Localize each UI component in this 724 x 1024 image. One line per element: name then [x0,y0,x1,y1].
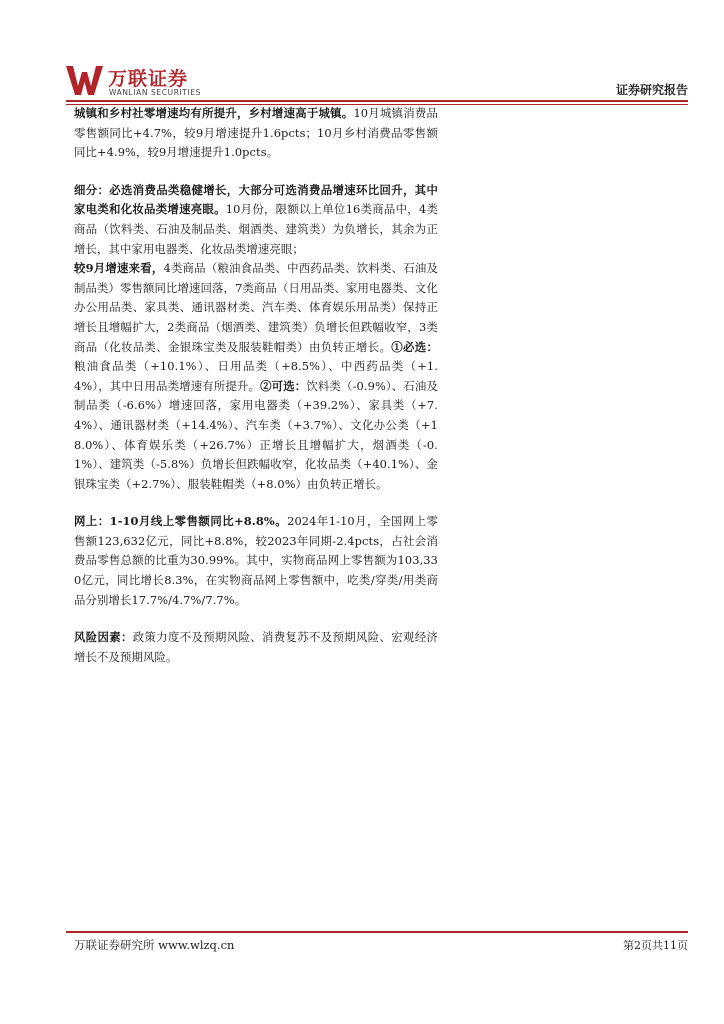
paragraph-lead: 网上：1-10月线上零售额同比+8.8%。 [74,514,288,529]
wanlian-logo-icon [66,64,104,96]
report-type-label: 证券研究报告 [615,83,688,97]
paragraph-text: 2024年1-10月，全国网上零售额123,632亿元，同比+8.8%，较2023年同期-2.4pcts，占社会消费品零售总额的比重为30.99%。其中，实物商品网上零售额为103,330亿元，同比增长8.3%，在实物商品网上零售额中，吃类/穿类/用类商品分别增长17.7%/4.7%/7.7%。 [74,514,438,607]
page-number: 第2页共11页 [623,939,688,952]
paragraph-online [74,512,438,610]
header-divider [66,100,688,102]
optional-label: ②可选： [260,378,307,393]
page-header [66,64,688,100]
paragraph-text: 粮油食品类（+10.1%）、日用品类（+8.5%）、中西药品类（+1.4%），其中日用品类增速有所提升。 [74,359,438,393]
report-body [74,104,438,685]
paragraph-sublead: 较9月增速来看， [74,261,164,276]
paragraph-urban-rural [74,104,438,163]
paragraph-lead: 风险因素： [74,630,133,645]
paragraph-text: 政策力度不及预期风险、消费复苏不及预期风险、宏观经济增长不及预期风险。 [74,630,438,664]
footer-source: 万联证券研究所 www.wlzq.cn [74,938,235,952]
company-logo [66,64,266,100]
logo-english-name: WANLIAN SECURITIES [109,88,202,97]
paragraph-risk [74,628,438,667]
paragraph-text: 10月城镇消费品零售额同比+4.7%，较9月增速提升1.6pcts；10月乡村消费品零售额同比+4.9%，较9月增速提升1.0pcts。 [74,106,439,160]
logo-chinese-name: 万联证券 [108,68,189,90]
paragraph-text: 饮料类（-0.9%）、石油及制品类（-6.6%）增速回落，家用电器类（+39.2%）、家具类（+7.4%）、通讯器材类（+14.4%）、汽车类（+3.7%）、文化办公类（+18.0%）、体育娱乐类（+26.7%）正增长且增幅扩大，烟酒类（-0.1%）、建筑类（-5.8%）负增长但跌幅收窄，化妆品类（+40.1%）、金银珠宝类（+2.7%）、服装鞋帽类（+8.0%）由负转正增长。 [74,378,438,491]
paragraph-text: 10月份，限额以上单位16类商品中，4类商品（饮料类、石油及制品类、烟酒类、建筑类）为负增长，其余为正增长，其中家用电器类、化妆品类增速亮眼； [74,202,438,256]
paragraph-lead: 城镇和乡村社零增速均有所提升，乡村增速高于城镇。 [74,106,354,120]
essential-label: ①必选： [391,339,439,354]
paragraph-text: 4类商品（粮油食品类、中西药品类、饮料类、石油及制品类）零售额同比增速回落，7类商品（日用品类、家用电器类、文化办公用品类、家具类、通讯器材类、汽车类、体育娱乐用品类）保持正增长且增幅扩大，2类商品（烟酒类、建筑类）负增长但跌幅收窄，3类商品（化妆品类、金银珠宝类及服装鞋帽类）由负转正增长。 [74,261,438,354]
footer-divider [66,931,688,933]
paragraph-breakdown [74,181,438,495]
paragraph-lead: 细分：必选消费品类稳健增长，大部分可选消费品增速环比回升，其中家电类和化妆品类增速亮眼。 [74,182,438,217]
